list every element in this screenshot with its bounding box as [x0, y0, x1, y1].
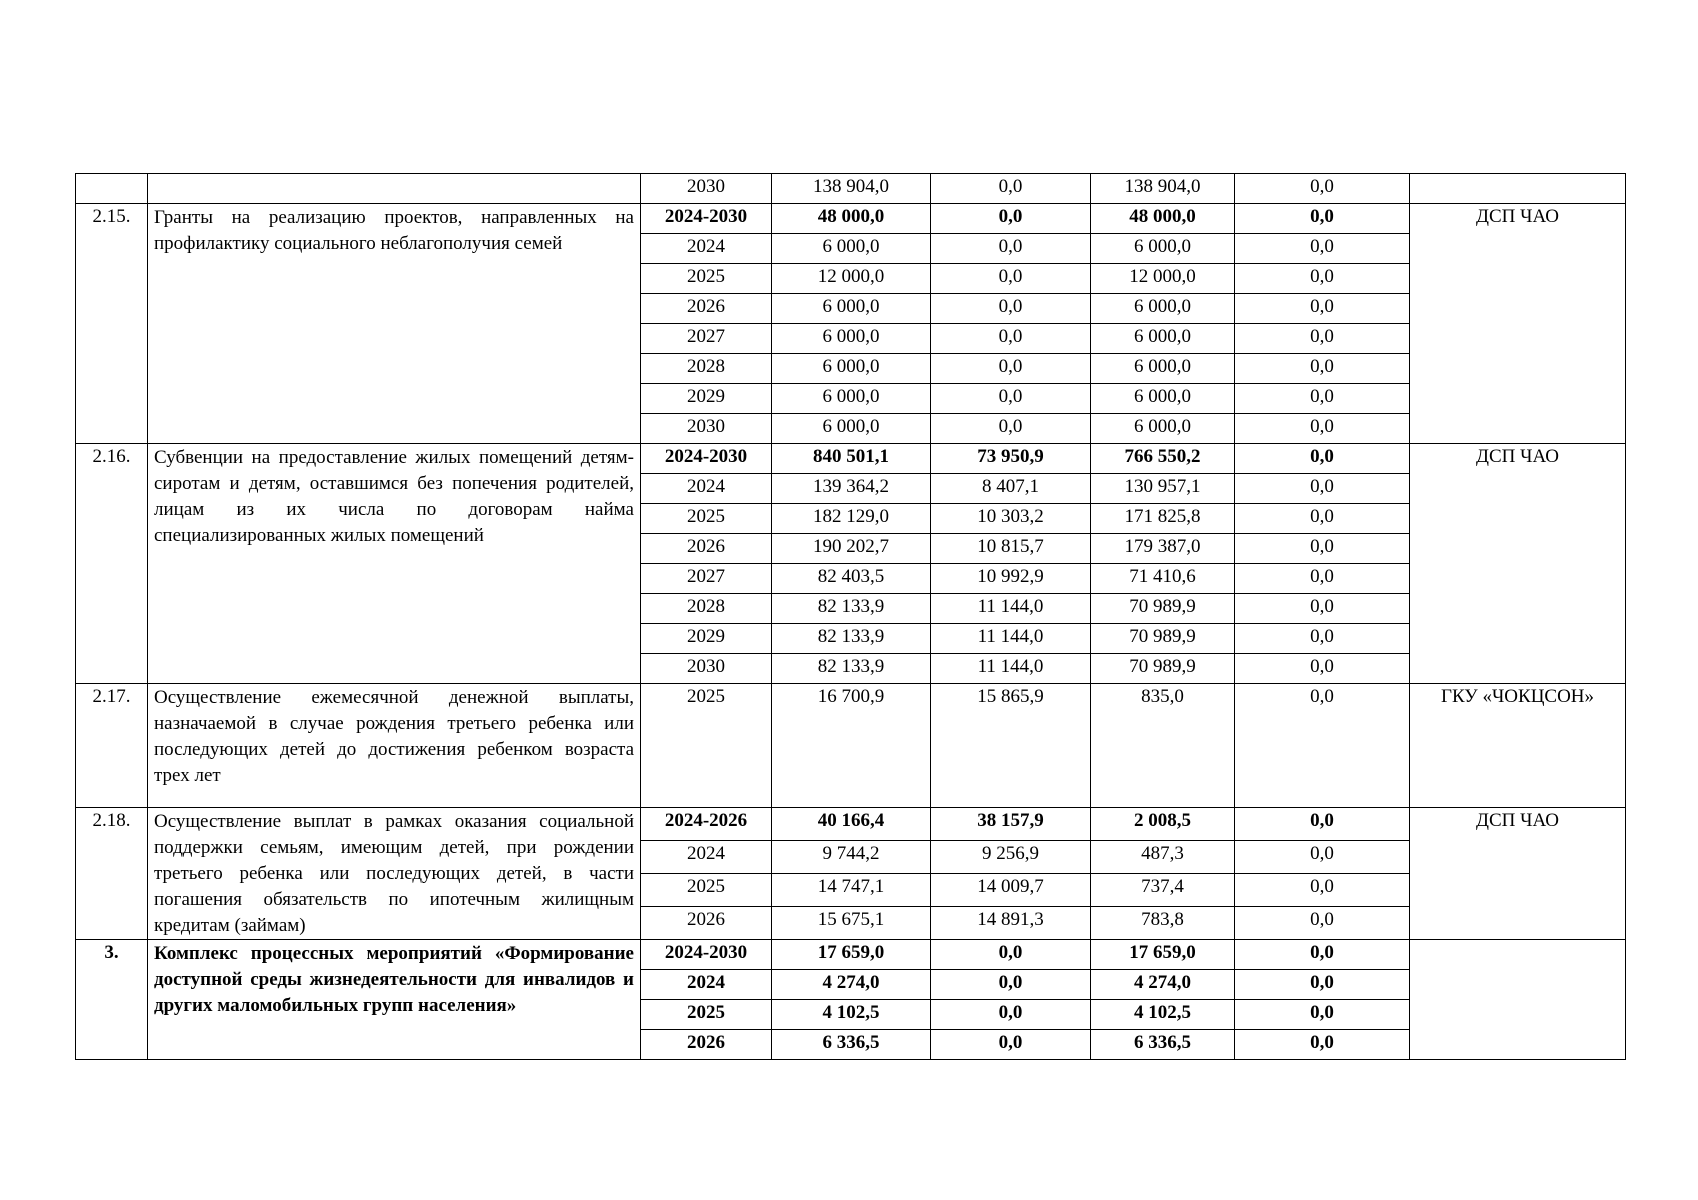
federal-cell: 0,0: [931, 1000, 1091, 1030]
year-cell: 2027: [641, 324, 772, 354]
other-cell: 0,0: [1235, 684, 1410, 808]
regional-cell: 70 989,9: [1091, 654, 1235, 684]
total-cell: 190 202,7: [772, 534, 931, 564]
total-cell: 138 904,0: [772, 174, 931, 204]
year-cell: 2025: [641, 504, 772, 534]
year-cell: 2027: [641, 564, 772, 594]
item-description: Субвенции на предоставление жилых помещений детям-сиротам и детям, оставшимся без попечения родителей, лицам из их числа по договорам найма специализированных жилых помещений: [148, 444, 641, 684]
regional-cell: 71 410,6: [1091, 564, 1235, 594]
federal-cell: 0,0: [931, 294, 1091, 324]
total-cell: 82 133,9: [772, 594, 931, 624]
regional-cell: 179 387,0: [1091, 534, 1235, 564]
year-cell: 2024: [641, 841, 772, 874]
federal-cell: 0,0: [931, 324, 1091, 354]
other-cell: 0,0: [1235, 907, 1410, 940]
total-cell: 9 744,2: [772, 841, 931, 874]
regional-cell: 6 000,0: [1091, 234, 1235, 264]
total-cell: 6 336,5: [772, 1030, 931, 1060]
other-cell: 0,0: [1235, 564, 1410, 594]
regional-cell: 835,0: [1091, 684, 1235, 808]
federal-cell: 0,0: [931, 384, 1091, 414]
item-description: Комплекс процессных мероприятий «Формирование доступной среды жизнедеятельности для инвалидов и других маломобильных групп населения»: [148, 940, 641, 1060]
other-cell: 0,0: [1235, 504, 1410, 534]
regional-cell: 4 102,5: [1091, 1000, 1235, 1030]
year-cell: 2025: [641, 264, 772, 294]
federal-cell: 0,0: [931, 970, 1091, 1000]
total-cell: 40 166,4: [772, 808, 931, 841]
federal-cell: 73 950,9: [931, 444, 1091, 474]
regional-cell: 6 000,0: [1091, 354, 1235, 384]
total-cell: 6 000,0: [772, 384, 931, 414]
table-row: [76, 174, 1626, 204]
federal-cell: 11 144,0: [931, 654, 1091, 684]
year-cell: 2024-2030: [641, 204, 772, 234]
total-cell: 82 133,9: [772, 654, 931, 684]
regional-cell: 171 825,8: [1091, 504, 1235, 534]
federal-cell: 14 891,3: [931, 907, 1091, 940]
executor-cell: [1410, 940, 1626, 1060]
regional-cell: 783,8: [1091, 907, 1235, 940]
other-cell: 0,0: [1235, 174, 1410, 204]
regional-cell: 17 659,0: [1091, 940, 1235, 970]
year-cell: 2025: [641, 684, 772, 808]
other-cell: 0,0: [1235, 1000, 1410, 1030]
other-cell: 0,0: [1235, 654, 1410, 684]
item-code: 3.: [76, 940, 148, 1060]
year-cell: 2025: [641, 1000, 772, 1030]
other-cell: 0,0: [1235, 444, 1410, 474]
item-code: [76, 174, 148, 204]
regional-cell: 6 000,0: [1091, 294, 1235, 324]
other-cell: 0,0: [1235, 414, 1410, 444]
federal-cell: 10 303,2: [931, 504, 1091, 534]
federal-cell: 10 815,7: [931, 534, 1091, 564]
item-description: Осуществление выплат в рамках оказания социальной поддержки семьям, имеющим детей, при рождении третьего ребенка или последующих детей, в части погашения обязательств по ипотечным жилищным кредитам (займам): [148, 808, 641, 940]
year-cell: 2024-2030: [641, 444, 772, 474]
year-cell: 2026: [641, 294, 772, 324]
executor-cell: ДСП ЧАО: [1410, 808, 1626, 940]
total-cell: 17 659,0: [772, 940, 931, 970]
year-cell: 2030: [641, 174, 772, 204]
regional-cell: 4 274,0: [1091, 970, 1235, 1000]
federal-cell: 0,0: [931, 940, 1091, 970]
table-body: [76, 174, 1626, 1060]
year-cell: 2026: [641, 534, 772, 564]
year-cell: 2028: [641, 594, 772, 624]
executor-cell: ДСП ЧАО: [1410, 444, 1626, 684]
item-code: 2.17.: [76, 684, 148, 808]
executor-cell: ГКУ «ЧОКЦСОН»: [1410, 684, 1626, 808]
other-cell: 0,0: [1235, 874, 1410, 907]
other-cell: 0,0: [1235, 264, 1410, 294]
year-cell: 2024: [641, 970, 772, 1000]
other-cell: 0,0: [1235, 324, 1410, 354]
regional-cell: 70 989,9: [1091, 594, 1235, 624]
regional-cell: 737,4: [1091, 874, 1235, 907]
other-cell: 0,0: [1235, 204, 1410, 234]
federal-cell: 11 144,0: [931, 594, 1091, 624]
table-row: [76, 808, 1626, 841]
regional-cell: 487,3: [1091, 841, 1235, 874]
federal-cell: 14 009,7: [931, 874, 1091, 907]
table-row: [76, 204, 1626, 234]
other-cell: 0,0: [1235, 808, 1410, 841]
year-cell: 2030: [641, 654, 772, 684]
item-description: Гранты на реализацию проектов, направленных на профилактику социального неблагополучия семей: [148, 204, 641, 444]
total-cell: 82 133,9: [772, 624, 931, 654]
total-cell: 82 403,5: [772, 564, 931, 594]
federal-cell: 15 865,9: [931, 684, 1091, 808]
regional-cell: 12 000,0: [1091, 264, 1235, 294]
year-cell: 2026: [641, 907, 772, 940]
other-cell: 0,0: [1235, 384, 1410, 414]
federal-cell: 0,0: [931, 204, 1091, 234]
other-cell: 0,0: [1235, 841, 1410, 874]
regional-cell: 6 000,0: [1091, 384, 1235, 414]
item-description: Осуществление ежемесячной денежной выплаты, назначаемой в случае рождения третьего ребенка или последующих детей до достижения ребенком возраста трех лет: [148, 684, 641, 808]
federal-cell: 38 157,9: [931, 808, 1091, 841]
other-cell: 0,0: [1235, 294, 1410, 324]
other-cell: 0,0: [1235, 234, 1410, 264]
year-cell: 2024-2026: [641, 808, 772, 841]
item-code: 2.18.: [76, 808, 148, 940]
federal-cell: 10 992,9: [931, 564, 1091, 594]
regional-cell: 6 000,0: [1091, 324, 1235, 354]
year-cell: 2029: [641, 384, 772, 414]
other-cell: 0,0: [1235, 474, 1410, 504]
other-cell: 0,0: [1235, 624, 1410, 654]
other-cell: 0,0: [1235, 1030, 1410, 1060]
executor-cell: ДСП ЧАО: [1410, 204, 1626, 444]
total-cell: 16 700,9: [772, 684, 931, 808]
regional-cell: 766 550,2: [1091, 444, 1235, 474]
regional-cell: 138 904,0: [1091, 174, 1235, 204]
total-cell: 14 747,1: [772, 874, 931, 907]
year-cell: 2026: [641, 1030, 772, 1060]
regional-cell: 130 957,1: [1091, 474, 1235, 504]
table-row: [76, 684, 1626, 808]
budget-table: [75, 173, 1626, 1060]
item-code: 2.16.: [76, 444, 148, 684]
executor-cell: [1410, 174, 1626, 204]
year-cell: 2024-2030: [641, 940, 772, 970]
total-cell: 6 000,0: [772, 294, 931, 324]
federal-cell: 0,0: [931, 234, 1091, 264]
federal-cell: 9 256,9: [931, 841, 1091, 874]
federal-cell: 0,0: [931, 354, 1091, 384]
regional-cell: 6 336,5: [1091, 1030, 1235, 1060]
total-cell: 6 000,0: [772, 234, 931, 264]
federal-cell: 0,0: [931, 414, 1091, 444]
table-row: [76, 940, 1626, 970]
other-cell: 0,0: [1235, 594, 1410, 624]
item-code: 2.15.: [76, 204, 148, 444]
federal-cell: 0,0: [931, 174, 1091, 204]
federal-cell: 0,0: [931, 264, 1091, 294]
year-cell: 2028: [641, 354, 772, 384]
other-cell: 0,0: [1235, 940, 1410, 970]
total-cell: 4 102,5: [772, 1000, 931, 1030]
federal-cell: 11 144,0: [931, 624, 1091, 654]
total-cell: 6 000,0: [772, 324, 931, 354]
year-cell: 2025: [641, 874, 772, 907]
total-cell: 840 501,1: [772, 444, 931, 474]
regional-cell: 6 000,0: [1091, 414, 1235, 444]
federal-cell: 8 407,1: [931, 474, 1091, 504]
other-cell: 0,0: [1235, 534, 1410, 564]
federal-cell: 0,0: [931, 1030, 1091, 1060]
total-cell: 6 000,0: [772, 354, 931, 384]
regional-cell: 2 008,5: [1091, 808, 1235, 841]
total-cell: 15 675,1: [772, 907, 931, 940]
item-description: [148, 174, 641, 204]
year-cell: 2029: [641, 624, 772, 654]
total-cell: 139 364,2: [772, 474, 931, 504]
year-cell: 2024: [641, 474, 772, 504]
regional-cell: 70 989,9: [1091, 624, 1235, 654]
total-cell: 6 000,0: [772, 414, 931, 444]
other-cell: 0,0: [1235, 970, 1410, 1000]
other-cell: 0,0: [1235, 354, 1410, 384]
total-cell: 182 129,0: [772, 504, 931, 534]
regional-cell: 48 000,0: [1091, 204, 1235, 234]
total-cell: 48 000,0: [772, 204, 931, 234]
year-cell: 2024: [641, 234, 772, 264]
total-cell: 4 274,0: [772, 970, 931, 1000]
total-cell: 12 000,0: [772, 264, 931, 294]
year-cell: 2030: [641, 414, 772, 444]
table-row: [76, 444, 1626, 474]
